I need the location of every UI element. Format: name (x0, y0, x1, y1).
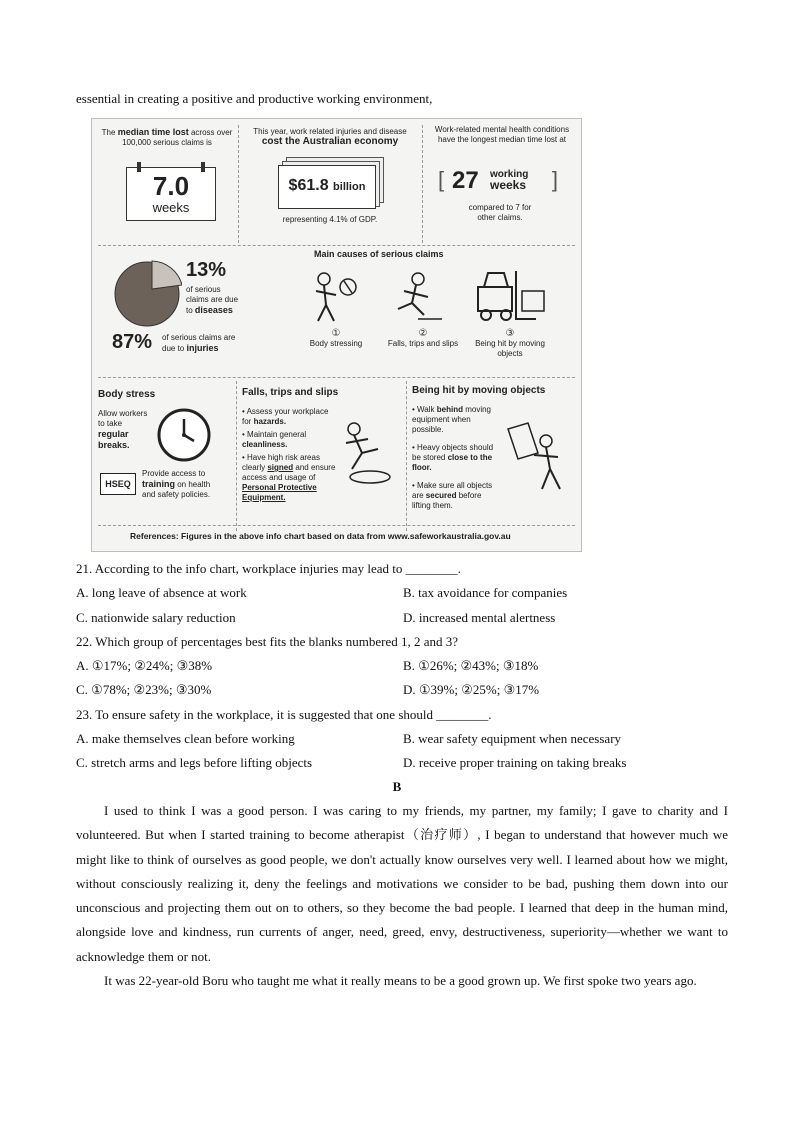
cause-1: ① Body stressing (309, 328, 363, 348)
passage-paragraph-1: I used to think I was a good person. I was caring to my friends, my partner, my family; I gave to charity and I volunteered. But when I started training to become atherapist（治疗师）, I began to understand that however much we might like to think of ourselves as good people, we don't actually know ourselves very well. I learned about how we might, without consciously realizing it, deny the feelings and motivations we consider to be bad, pushing them down into our unconscious and projecting them out on to others, so they become the bad people. I learned that deep in the human mind, alongside love and kindness, run currents of anger, need, greed, envy, destructiveness, superiority—whether we want to acknowledge them or not. (76, 803, 728, 964)
q22-option-a: A. ①17%; ②24%; ③38% (76, 658, 213, 673)
hseq-badge: HSEQ (100, 473, 136, 495)
pie-small-text: of serious claims are due to diseases (186, 285, 239, 315)
pie-pct-large: 87% (112, 331, 153, 353)
reference: References: Figures in the above info chart based on data from www.safeworkaustralia.gov.au (130, 531, 511, 541)
stat1-unit: weeks (152, 200, 190, 215)
intro-line: essential in creating a positive and productive working environment, (76, 91, 433, 106)
q21-option-a: A. long leave of absence at work (76, 585, 247, 600)
money-icon (278, 161, 382, 207)
q21-option-d: D. increased mental alertness (403, 610, 556, 625)
q23-option-b: B. wear safety equipment when necessary (403, 731, 622, 746)
stat3-value: 27 (452, 167, 479, 194)
body-stress-title: Body stress (98, 389, 156, 400)
section-label: B (392, 779, 402, 794)
passage-paragraph-2: It was 22-year-old Boru who taught me what it really means to be a good grown up. We first spoke two years ago. (104, 973, 697, 988)
q21-option-c: C. nationwide salary reduction (76, 610, 236, 625)
slip-icon (332, 419, 402, 489)
stat3-box: [ 27 working weeks ] (438, 167, 558, 194)
q23-option-a: A. make themselves clean before working (76, 731, 295, 746)
stat2-unit: billion (333, 181, 366, 193)
falls-title: Falls, trips and slips (242, 387, 339, 398)
pie-pct-small: 13% (186, 259, 227, 281)
stat3-sub: compared to 7 for other claims. (468, 203, 532, 222)
body-stress-tip1: Allow workers to take regular breaks. (98, 409, 148, 450)
q21-stem: 21. According to the info chart, workplace injuries may lead to ________. (76, 561, 461, 576)
body-stress-tip2: Provide access to training on health and safety policies. (142, 469, 211, 499)
stat1-value: 7.0 (152, 171, 190, 201)
q21-option-b: B. tax avoidance for companies (403, 585, 568, 600)
falling-box-icon (498, 419, 570, 495)
q22-option-c: C. ①78%; ②23%; ③30% (76, 682, 212, 697)
infographic (91, 118, 582, 552)
q23-option-d: D. receive proper training on taking breaks (403, 755, 627, 770)
calendar-icon (126, 167, 216, 221)
pie-large-text: of serious claims are due to injuries (162, 333, 236, 353)
cause-2: ② Falls, trips and slips (387, 328, 459, 348)
stat2-value: $61.8 (288, 177, 329, 194)
q22-option-b: B. ①26%; ②43%; ③18% (403, 658, 539, 673)
stat2-sub: representing 4.1% of GDP. (282, 215, 378, 224)
body-stressing-icon (304, 269, 364, 325)
pie-chart (112, 259, 182, 329)
falls-tips: • Assess your workplace for hazards. • Maintain general cleanliness. • Have high risk areas clearly signed and ensure access and usage of Personal Protective Equipment. (242, 407, 336, 502)
q23-stem: 23. To ensure safety in the workplace, it is suggested that one should ________. (76, 707, 492, 722)
hit-title: Being hit by moving objects (412, 385, 546, 396)
stat2-text: This year, work related injuries and disease cost the Australian economy (253, 127, 407, 147)
stat3-text: Work-related mental health conditions have the longest median time lost at (434, 125, 570, 144)
stat1-text: The median time lost across over 100,000 serious claims is (101, 127, 233, 147)
clock-icon (156, 407, 212, 463)
hit-tips: • Walk behind moving equipment when possible. • Heavy objects should be stored close to the floor. • Make sure all objects are secured before lifting them. (412, 405, 494, 510)
q23-option-c: C. stretch arms and legs before lifting objects (76, 755, 313, 770)
q22-option-d: D. ①39%; ②25%; ③17% (403, 682, 540, 697)
forklift-icon (472, 267, 552, 325)
q22-stem: 22. Which group of percentages best fits the blanks numbered 1, 2 and 3? (76, 634, 459, 649)
falls-icon (388, 269, 448, 325)
cause-3: ③ Being hit by moving objects (475, 328, 545, 358)
causes-title: Main causes of serious claims (314, 249, 444, 259)
